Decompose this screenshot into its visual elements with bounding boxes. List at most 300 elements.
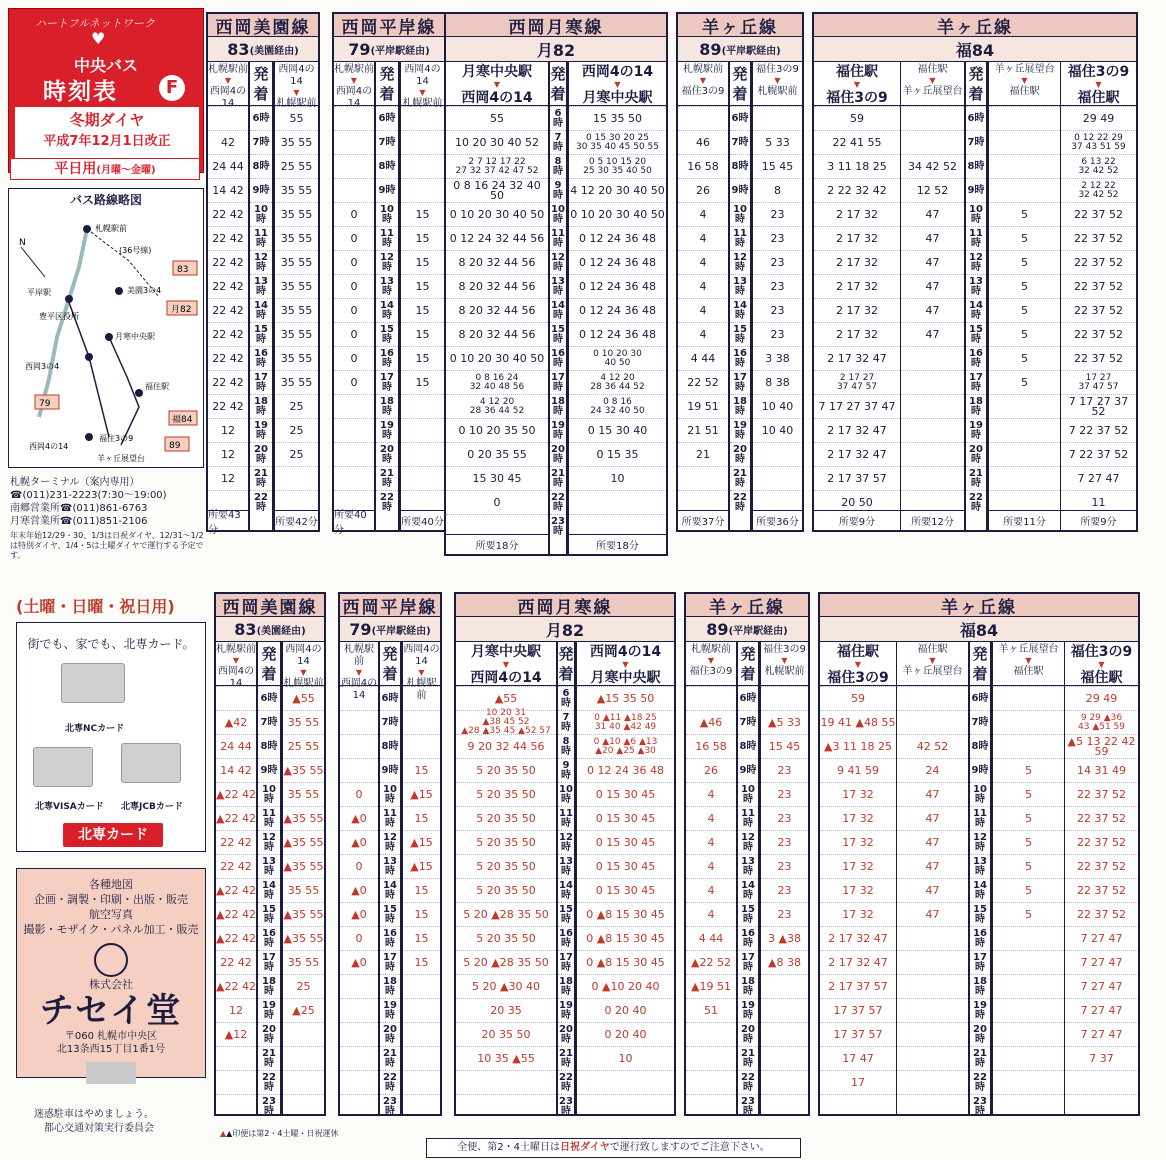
time-cell: 5 20 35 50 bbox=[456, 782, 556, 806]
stop-to: 福住駅 bbox=[1009, 86, 1040, 97]
time-cell: 5 bbox=[989, 322, 1060, 346]
time-cell: 0 bbox=[334, 202, 374, 226]
time-cell: 47 bbox=[897, 830, 968, 854]
time-cell: 0 12 22 29 37 43 51 59 bbox=[1061, 130, 1136, 154]
time-cell bbox=[403, 974, 440, 998]
stop-from: 福住駅 bbox=[917, 64, 948, 75]
hour-cell: 8時 bbox=[258, 734, 280, 758]
hour-cell: 11時 bbox=[250, 226, 272, 250]
hour-column bbox=[968, 642, 992, 1117]
time-cell: 23 bbox=[761, 854, 808, 878]
time-cell bbox=[216, 1094, 256, 1118]
time-cell: ▲19 51 bbox=[686, 974, 736, 998]
time-cell: 0 ▲10 ▲6 ▲13 ▲20 ▲25 ▲30 bbox=[577, 734, 674, 758]
hour-cell: 18時 bbox=[738, 974, 758, 998]
hour-cell: 22時 bbox=[966, 490, 986, 514]
contact-line: 札幌ターミナル（案内専用） bbox=[10, 477, 140, 488]
time-cell: 15 bbox=[403, 878, 440, 902]
time-cell: 17 bbox=[820, 1070, 896, 1094]
hour-cell: 8時 bbox=[558, 734, 574, 758]
stop-to: 福住駅 bbox=[1080, 670, 1123, 686]
hour-cell: 7時 bbox=[558, 710, 574, 734]
timetable-79h bbox=[338, 592, 442, 1116]
time-cell: 22 37 52 bbox=[1061, 274, 1136, 298]
time-column bbox=[820, 642, 896, 1114]
route-badge-text: 月82 bbox=[171, 305, 192, 315]
map-label: 羊ヶ丘展望台 bbox=[97, 454, 145, 463]
time-cell: 35 55 bbox=[275, 274, 318, 298]
time-cell: 12 52 bbox=[901, 178, 964, 202]
time-cell bbox=[340, 1046, 378, 1070]
route-number bbox=[216, 617, 324, 642]
hour-cell: 14時 bbox=[966, 298, 986, 322]
hour-cell: 16時 bbox=[380, 926, 400, 950]
hour-cell: 23時 bbox=[738, 1094, 758, 1118]
time-cell: 22 42 bbox=[208, 202, 248, 226]
time-cell: 0 15 30 45 bbox=[577, 854, 674, 878]
time-cell bbox=[334, 130, 374, 154]
timetable-title: 時刻表 bbox=[43, 79, 118, 105]
time-cell: 2 7 12 17 22 27 32 37 42 47 52 bbox=[446, 154, 548, 178]
map-label: 札幌駅前 bbox=[95, 224, 127, 233]
time-column bbox=[576, 642, 674, 1114]
time-cell: 0 8 16 24 32 40 50 bbox=[569, 394, 666, 418]
time-cell bbox=[340, 758, 378, 782]
route-number-text: 月82 bbox=[536, 40, 576, 60]
time-column bbox=[446, 62, 548, 554]
time-cell: 23 bbox=[753, 250, 802, 274]
time-cell: 25 55 bbox=[283, 734, 324, 758]
route-via: (美園経由) bbox=[256, 625, 306, 637]
time-cell: ▲0 bbox=[340, 830, 378, 854]
hour-cell: 8時 bbox=[250, 154, 272, 178]
time-cell: 47 bbox=[897, 782, 968, 806]
time-cell: ▲22 42 bbox=[216, 926, 256, 950]
time-cell: 23 bbox=[761, 758, 808, 782]
time-cell bbox=[897, 998, 968, 1022]
down-triangle-icon: ▼ bbox=[232, 656, 240, 665]
route-number-text: 89 bbox=[706, 619, 729, 639]
ad-address: 北13条西15丁目1番1号 bbox=[56, 1044, 166, 1055]
time-cell: 4 bbox=[678, 250, 728, 274]
hour-cell: 10時 bbox=[966, 202, 986, 226]
route-number-text: 福84 bbox=[959, 620, 999, 640]
stop-from: 札幌駅前 bbox=[216, 644, 256, 655]
time-cell: 22 42 bbox=[208, 250, 248, 274]
hour-column bbox=[256, 642, 282, 1117]
hour-cell: 7時 bbox=[376, 130, 398, 154]
time-cell: 2 17 32 bbox=[814, 298, 900, 322]
hour-cell: 20時 bbox=[970, 1022, 990, 1046]
hour-cell: 21時 bbox=[970, 1046, 990, 1070]
time-cell: 0 ▲8 15 30 45 bbox=[577, 926, 674, 950]
time-cell bbox=[403, 998, 440, 1022]
hour-cell: 18時 bbox=[730, 394, 750, 418]
time-cell bbox=[403, 1046, 440, 1070]
time-cell: ▲15 bbox=[403, 782, 440, 806]
map-label: 美園3の4 bbox=[127, 286, 162, 295]
time-cell: 35 55 bbox=[275, 250, 318, 274]
time-cell bbox=[686, 686, 736, 710]
bottom-note-c: で運行致しますのでご注意下さい。 bbox=[609, 1142, 770, 1153]
line-name: 西岡月寒線 bbox=[446, 14, 666, 37]
down-triangle-icon: ▼ bbox=[774, 76, 781, 85]
time-cell: 4 44 bbox=[686, 926, 736, 950]
down-triangle-icon: ▼ bbox=[622, 660, 629, 669]
time-cell: 25 bbox=[275, 394, 318, 418]
time-cell bbox=[901, 418, 964, 442]
time-column bbox=[334, 62, 374, 536]
hour-cell: 20時 bbox=[376, 442, 398, 466]
time-cell: 3 11 18 25 bbox=[814, 154, 900, 178]
time-cell: 47 bbox=[897, 806, 968, 830]
time-cell: ▲42 bbox=[216, 710, 256, 734]
time-cell: 4 bbox=[678, 202, 728, 226]
time-cell: 8 38 bbox=[753, 370, 802, 394]
time-cell: 35 55 bbox=[283, 950, 324, 974]
card-tagline: 街でも、家でも、北専カード。 bbox=[27, 637, 195, 651]
time-cell: 7 37 bbox=[1065, 1046, 1138, 1070]
mark-depart: 発 bbox=[550, 65, 566, 83]
hour-cell: 16時 bbox=[376, 346, 398, 370]
down-triangle-icon: ▼ bbox=[1021, 76, 1028, 85]
time-cell: 11 bbox=[1061, 490, 1136, 514]
time-cell: ▲35 55 bbox=[283, 926, 324, 950]
time-cell: 0 20 40 bbox=[577, 998, 674, 1022]
time-cell: 0 bbox=[334, 346, 374, 370]
hour-cell: 21時 bbox=[730, 466, 750, 490]
time-column bbox=[400, 62, 444, 530]
time-cell bbox=[753, 466, 802, 490]
time-cell: 7 27 47 bbox=[1065, 998, 1138, 1022]
hour-cell: 6時 bbox=[738, 686, 758, 710]
hour-cell: 21時 bbox=[559, 1047, 573, 1069]
time-cell bbox=[577, 1070, 674, 1094]
down-triangle-icon: ▼ bbox=[614, 80, 621, 89]
ad-line: 企画・調製・印刷・出版・販売 bbox=[34, 893, 188, 906]
stop-from: 札幌駅前 bbox=[691, 644, 731, 655]
column-header bbox=[577, 642, 674, 686]
hour-cell: 10時 bbox=[738, 782, 758, 806]
time-cell: 22 42 bbox=[208, 274, 248, 298]
hour-cell: 6時 bbox=[376, 106, 398, 130]
column-header bbox=[738, 642, 758, 686]
time-cell: 42 52 bbox=[897, 734, 968, 758]
hour-cell: 18時 bbox=[250, 394, 272, 418]
time-cell: 23 bbox=[761, 806, 808, 830]
time-cell: 47 bbox=[901, 322, 964, 346]
line-name: 羊ヶ丘線 bbox=[678, 14, 802, 37]
column-header bbox=[283, 642, 324, 689]
time-cell: 35 55 bbox=[275, 130, 318, 154]
down-triangle-icon: ▼ bbox=[1095, 80, 1102, 89]
hour-cell: 9時 bbox=[966, 178, 986, 202]
time-cell bbox=[993, 1070, 1064, 1094]
hour-cell: 13時 bbox=[376, 274, 398, 298]
time-cell bbox=[761, 998, 808, 1022]
hour-cell: 21時 bbox=[258, 1046, 280, 1070]
time-cell: 35 55 bbox=[283, 878, 324, 902]
hour-cell: 11時 bbox=[966, 226, 986, 250]
line-name: 西岡平岸線 bbox=[340, 594, 440, 617]
line-name: 羊ヶ丘線 bbox=[820, 594, 1138, 617]
time-column bbox=[760, 642, 808, 1114]
time-cell bbox=[403, 1070, 440, 1094]
route-number bbox=[814, 37, 1136, 62]
time-column bbox=[274, 62, 318, 530]
hour-cell: 12時 bbox=[559, 831, 573, 853]
hour-cell: 13時 bbox=[966, 274, 986, 298]
hour-cell: 6時 bbox=[380, 686, 400, 710]
time-cell bbox=[897, 1046, 968, 1070]
time-cell: 5 bbox=[989, 202, 1060, 226]
contact-line: 月寒営業所☎(011)851-2106 bbox=[10, 516, 148, 527]
time-cell: 22 37 52 bbox=[1061, 202, 1136, 226]
map-label: 月寒中央駅 bbox=[115, 332, 155, 341]
hour-cell: 21時 bbox=[376, 466, 398, 490]
stop-from: 西岡4の14 bbox=[285, 644, 322, 667]
ad-line: 撮影・モザイク・パネル加工・販売 bbox=[23, 923, 199, 936]
time-cell: 22 42 bbox=[216, 950, 256, 974]
time-cell bbox=[216, 686, 256, 710]
left-panel-weekday bbox=[8, 8, 204, 578]
time-cell: 15 30 45 bbox=[446, 466, 548, 490]
time-cell: 26 bbox=[678, 178, 728, 202]
stop-to: 西岡4の14 bbox=[470, 670, 542, 686]
hour-cell: 15時 bbox=[730, 322, 750, 346]
down-triangle-icon: ▼ bbox=[350, 76, 358, 85]
route-number-text: 83 bbox=[227, 39, 250, 59]
time-cell bbox=[283, 1070, 324, 1094]
time-cell: ▲22 42 bbox=[216, 806, 256, 830]
time-cell bbox=[753, 106, 802, 130]
time-cell: 2 17 32 47 bbox=[820, 926, 896, 950]
card-label: 北専VISAカード bbox=[35, 802, 104, 812]
hour-cell: 20時 bbox=[730, 442, 750, 466]
hour-cell: 10時 bbox=[380, 782, 400, 806]
time-cell: 5 bbox=[993, 854, 1064, 878]
time-cell: 42 bbox=[208, 130, 248, 154]
time-cell: 29 49 bbox=[1065, 686, 1138, 710]
stop-to: 福住3の9 bbox=[826, 90, 888, 106]
hour-cell: 17時 bbox=[376, 370, 398, 394]
stop-from: 福住3の9 bbox=[1070, 644, 1133, 660]
column-header bbox=[569, 62, 666, 106]
map-label: 西岡4の14 bbox=[29, 442, 69, 451]
time-cell: 5 bbox=[989, 226, 1060, 250]
time-cell: ▲0 bbox=[340, 806, 378, 830]
hour-cell: 18時 bbox=[966, 394, 986, 418]
time-cell: 0 15 30 40 bbox=[569, 418, 666, 442]
timetable-82h bbox=[454, 592, 676, 1116]
route-number-text: 79 bbox=[348, 39, 371, 59]
time-cell bbox=[993, 974, 1064, 998]
contact-line: ☎(011)231-2223(7:30～19:00) bbox=[10, 490, 167, 501]
column-header bbox=[403, 642, 440, 701]
stop-to: 福住3の9 bbox=[681, 86, 725, 97]
time-cell: 17 37 57 bbox=[820, 998, 896, 1022]
time-column bbox=[678, 62, 728, 530]
stop-to: 西岡4の14 bbox=[335, 86, 373, 109]
time-cell bbox=[403, 1022, 440, 1046]
route-via: (平岸駅経由) bbox=[721, 45, 781, 57]
time-cell bbox=[686, 1070, 736, 1094]
down-triangle-icon: ▼ bbox=[418, 668, 425, 677]
mark-arrive: 着 bbox=[732, 85, 748, 103]
time-cell: 2 17 32 bbox=[814, 202, 900, 226]
time-cell: 0 20 40 bbox=[577, 1022, 674, 1046]
time-cell: 5 bbox=[993, 878, 1064, 902]
time-cell: 15 bbox=[401, 202, 444, 226]
time-cell: ▲0 bbox=[340, 878, 378, 902]
time-cell bbox=[334, 106, 374, 130]
time-cell: 5 20 35 50 bbox=[456, 854, 556, 878]
hour-cell: 14時 bbox=[250, 298, 272, 322]
time-cell: 14 31 49 bbox=[1065, 758, 1138, 782]
time-cell bbox=[678, 466, 728, 490]
hour-cell: 11時 bbox=[258, 806, 280, 830]
time-cell bbox=[989, 442, 1060, 466]
time-cell: 7 22 37 52 bbox=[1061, 442, 1136, 466]
triangle-note: ▲▲印便は第2・4土曜・日祝運休 bbox=[220, 1129, 339, 1138]
parking-text: 迷惑駐車はやめましょう。 bbox=[34, 1109, 154, 1120]
hour-cell: 15時 bbox=[376, 322, 398, 346]
hour-cell: 7時 bbox=[738, 710, 758, 734]
hour-cell: 15時 bbox=[551, 323, 565, 345]
time-cell: 7 17 27 37 52 bbox=[1061, 394, 1136, 418]
stop-to: 福住3の9 bbox=[827, 670, 889, 686]
time-cell: 2 17 32 bbox=[814, 226, 900, 250]
timetable-83 bbox=[206, 12, 320, 536]
hour-cell: 20時 bbox=[966, 442, 986, 466]
time-cell bbox=[401, 466, 444, 490]
hour-cell: 12時 bbox=[966, 250, 986, 274]
time-cell bbox=[678, 106, 728, 130]
time-cell: 5 33 bbox=[753, 130, 802, 154]
ad-company-name: チセイ堂 bbox=[39, 991, 183, 1031]
hour-cell: 13時 bbox=[551, 275, 565, 297]
hour-cell: 6時 bbox=[550, 106, 566, 130]
time-cell: 17 32 bbox=[820, 854, 896, 878]
time-cell: 5 bbox=[993, 758, 1064, 782]
time-cell: 5 bbox=[989, 274, 1060, 298]
compass-n: N bbox=[19, 238, 26, 248]
time-cell: 46 bbox=[678, 130, 728, 154]
route-line-main bbox=[39, 229, 87, 417]
column-header bbox=[897, 642, 968, 686]
stop-nishioka414 bbox=[85, 433, 93, 441]
time-cell: 22 42 bbox=[216, 854, 256, 878]
time-cell: 22 37 52 bbox=[1061, 298, 1136, 322]
hour-cell: 19時 bbox=[559, 999, 573, 1021]
time-cell: 0 10 20 35 50 bbox=[446, 418, 548, 442]
mark-depart: 発 bbox=[732, 65, 748, 83]
time-cell: 5 bbox=[989, 298, 1060, 322]
time-cell: 8 20 32 44 56 bbox=[446, 298, 548, 322]
time-cell: 35 55 bbox=[275, 346, 318, 370]
stop-to: 福住駅 bbox=[1013, 666, 1044, 677]
hour-cell: 15時 bbox=[559, 903, 573, 925]
time-cell: 12 bbox=[216, 998, 256, 1022]
hour-cell: 23時 bbox=[559, 1095, 573, 1117]
compass-icon bbox=[21, 247, 45, 277]
time-cell: 4 12 20 28 36 44 52 bbox=[569, 370, 666, 394]
time-cell: 25 55 bbox=[275, 154, 318, 178]
time-cell: 0 12 24 36 48 bbox=[569, 274, 666, 298]
column-header bbox=[1061, 62, 1136, 106]
down-triangle-icon: ▼ bbox=[502, 660, 510, 669]
time-cell: ▲55 bbox=[283, 686, 324, 710]
time-cell: 47 bbox=[901, 250, 964, 274]
hour-cell: 15時 bbox=[250, 322, 272, 346]
time-cell: 26 bbox=[686, 758, 736, 782]
time-cell bbox=[761, 1094, 808, 1118]
time-cell bbox=[993, 950, 1064, 974]
route-number-text: 83 bbox=[234, 619, 257, 639]
time-cell: 22 42 bbox=[208, 298, 248, 322]
time-cell: 7 27 47 bbox=[1065, 950, 1138, 974]
time-cell: 15 45 bbox=[753, 154, 802, 178]
time-cell: 4 bbox=[686, 878, 736, 902]
stop-from: 福住駅 bbox=[917, 644, 948, 655]
hour-cell: 23時 bbox=[380, 1094, 400, 1118]
time-cell: 4 bbox=[686, 830, 736, 854]
time-cell: 7 27 47 bbox=[1065, 1022, 1138, 1046]
time-cell: 5 20 ▲30 40 bbox=[456, 974, 556, 998]
column-header bbox=[216, 642, 256, 689]
time-cell bbox=[334, 178, 374, 202]
mark-depart: 発 bbox=[558, 645, 574, 663]
time-cell bbox=[993, 734, 1064, 758]
route-number bbox=[456, 617, 674, 642]
hour-cell: 22時 bbox=[970, 1070, 990, 1094]
time-cell: 9 29 ▲36 43 ▲51 59 bbox=[1065, 710, 1138, 734]
column-header bbox=[901, 62, 964, 106]
time-cell bbox=[761, 1022, 808, 1046]
time-cell: 4 bbox=[686, 902, 736, 926]
stop-from: 羊ヶ丘展望台 bbox=[998, 644, 1059, 655]
time-cell: 22 37 52 bbox=[1061, 226, 1136, 250]
time-cell: 12 bbox=[208, 418, 248, 442]
time-column bbox=[896, 642, 968, 1114]
parking-org: 都心交通対策実行委員会 bbox=[44, 1123, 154, 1134]
time-cell: 22 42 bbox=[208, 226, 248, 250]
time-cell bbox=[686, 1046, 736, 1070]
column-header bbox=[334, 62, 374, 109]
time-cell: 47 bbox=[897, 854, 968, 878]
nc-card-image bbox=[61, 663, 125, 703]
timetable-83h bbox=[214, 592, 326, 1116]
down-triangle-icon: ▼ bbox=[300, 668, 307, 677]
time-cell: ▲35 55 bbox=[283, 806, 324, 830]
time-cell: 15 bbox=[403, 902, 440, 926]
stop-to: 福住3の9 bbox=[689, 666, 733, 677]
diagram-info bbox=[15, 107, 199, 165]
hour-cell: 11時 bbox=[559, 807, 573, 829]
time-column bbox=[1064, 642, 1138, 1114]
time-cell bbox=[401, 418, 444, 442]
hour-cell: 22時 bbox=[250, 490, 272, 514]
time-column bbox=[900, 62, 964, 530]
hour-cell: 9時 bbox=[550, 178, 566, 202]
hour-cell: 17時 bbox=[380, 950, 400, 974]
time-cell: ▲22 42 bbox=[216, 902, 256, 926]
hour-cell: 10時 bbox=[250, 202, 272, 226]
time-cell: 0 ▲10 20 40 bbox=[577, 974, 674, 998]
time-cell: 21 51 bbox=[678, 418, 728, 442]
time-cell: 4 bbox=[686, 782, 736, 806]
time-cell: 22 37 52 bbox=[1065, 854, 1138, 878]
